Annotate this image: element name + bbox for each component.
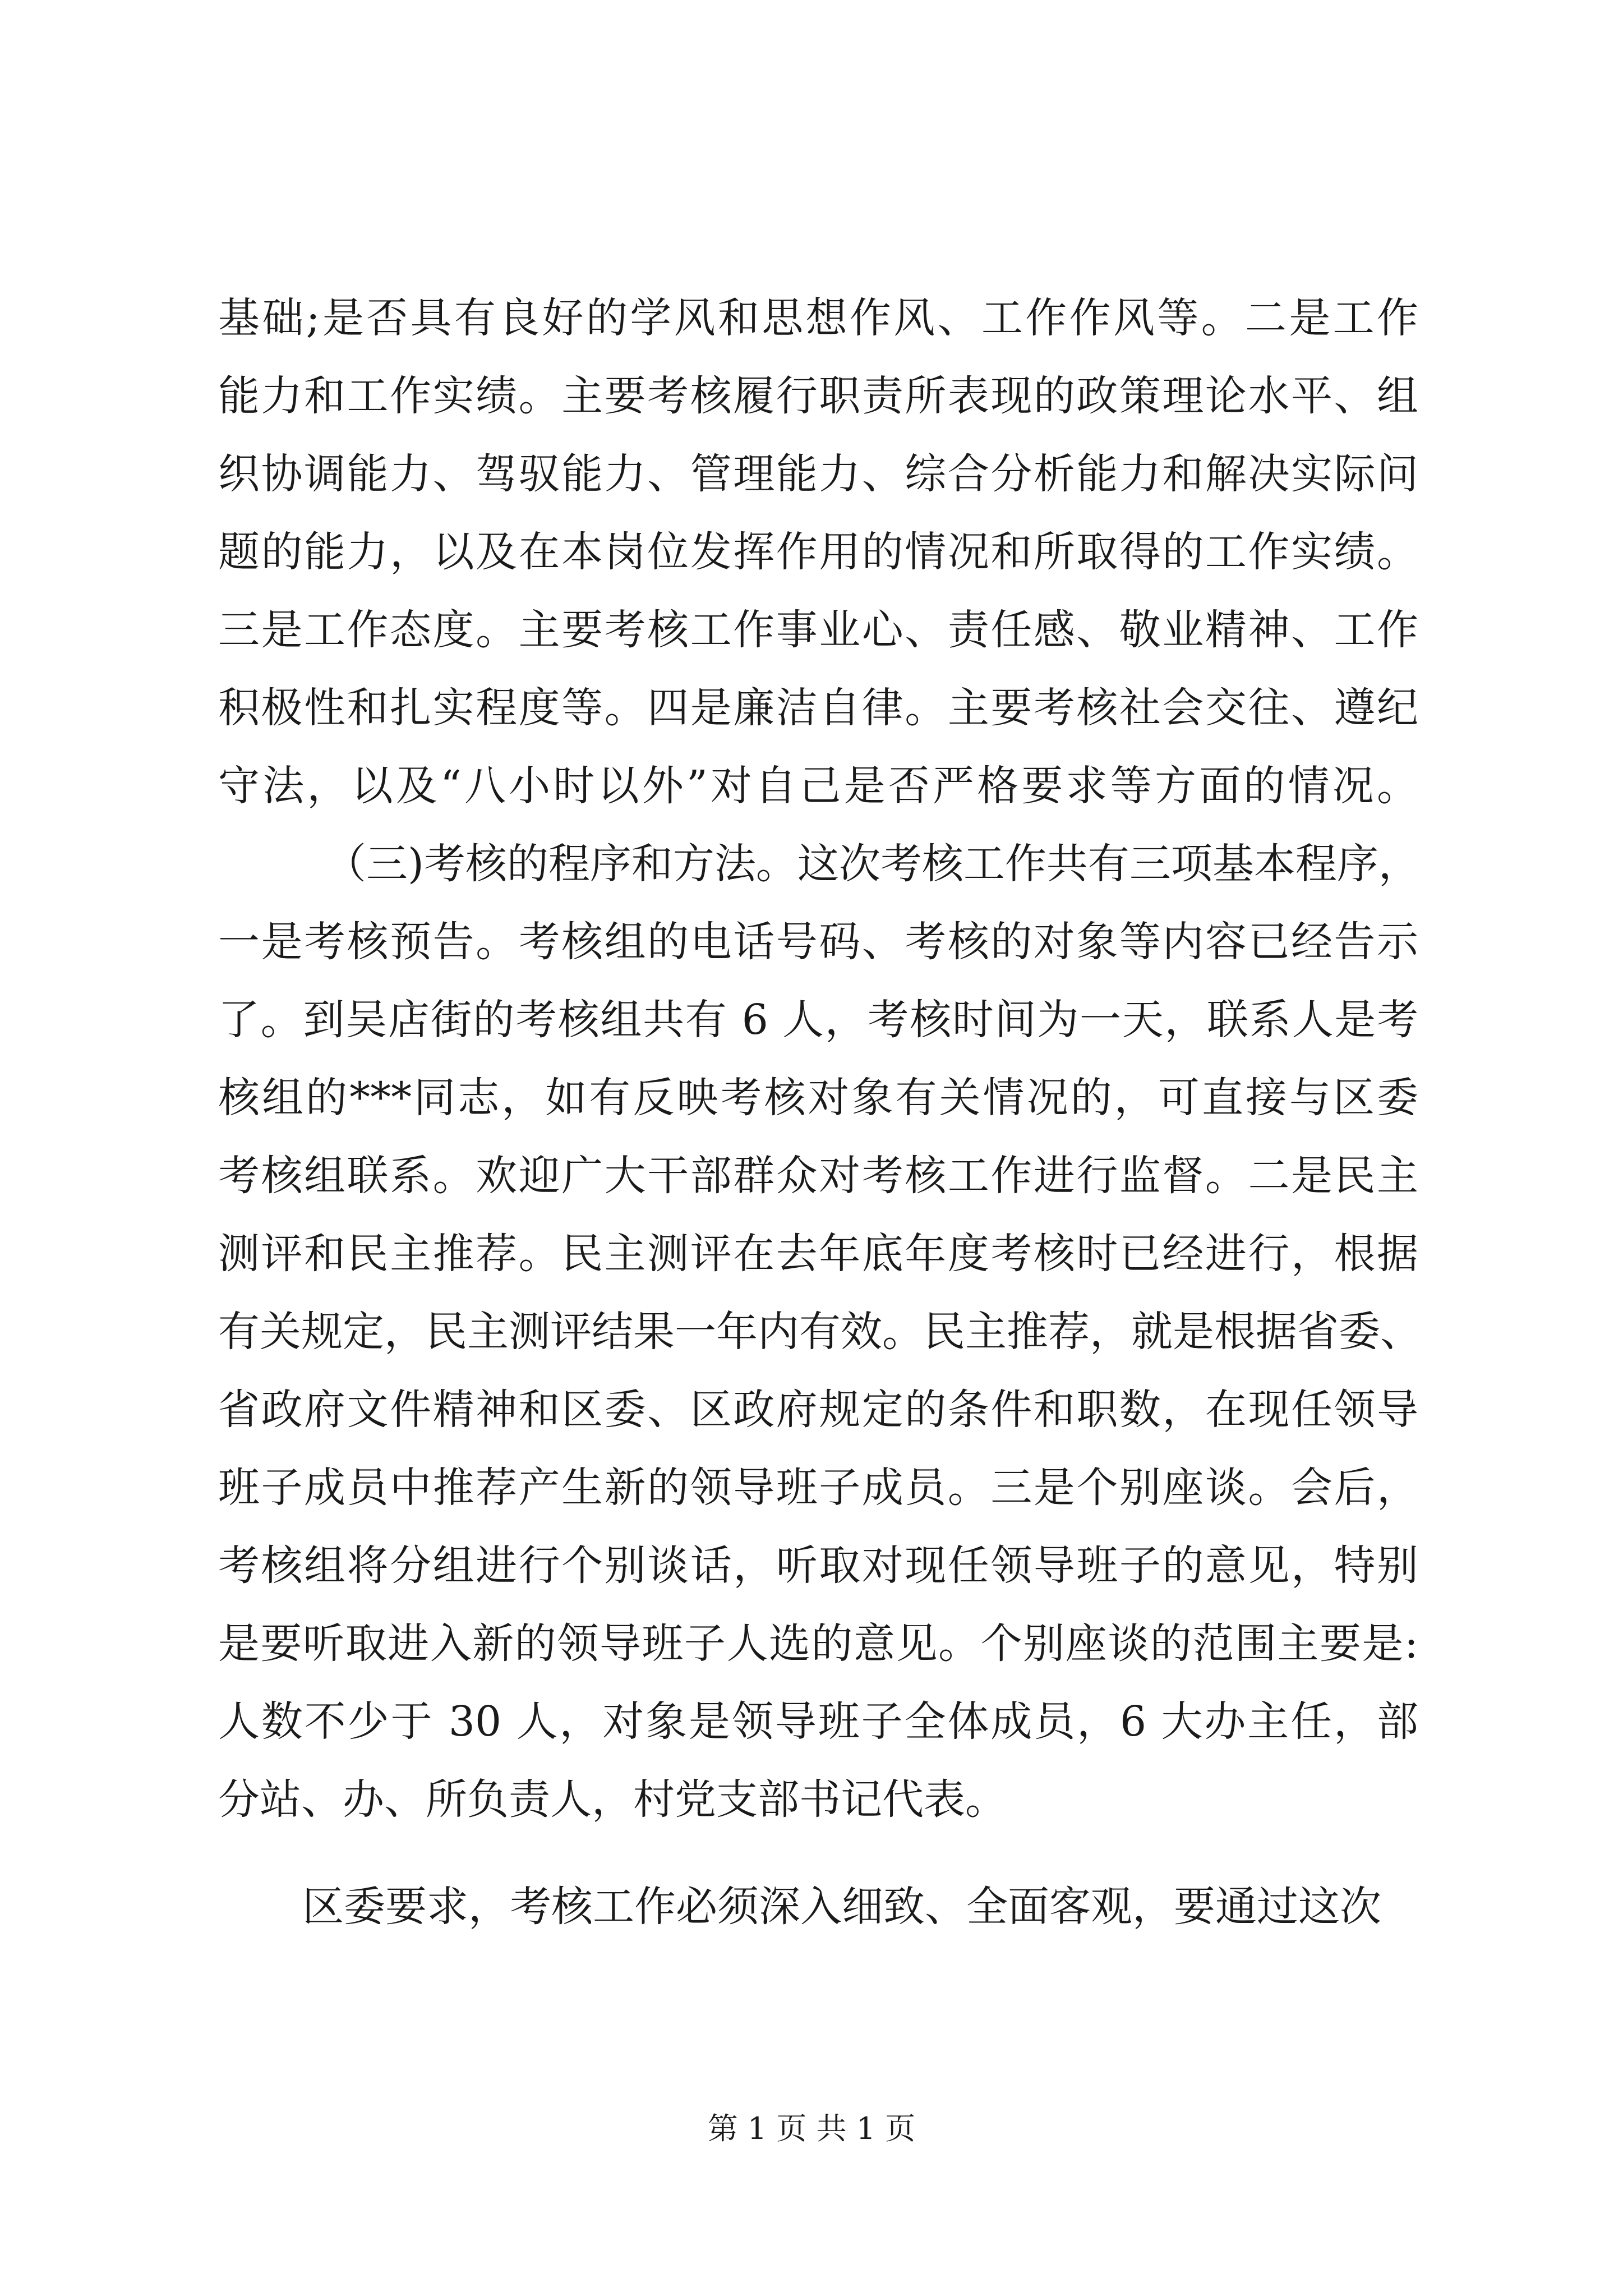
text-line: 是要听取进入新的领导班子人选的意见。个别座谈的范围主要是: <box>218 1619 1418 1668</box>
text-line: 守法，以及“八小时以外”对自己是否严格要求等方面的情况。 <box>218 762 1418 810</box>
text-line: 核组的***同志，如有反映考核对象有关情况的，可直接与区委 <box>218 1074 1418 1122</box>
text-line: 班子成员中推荐产生新的领导班子成员。三是个别座谈。会后， <box>218 1464 1418 1512</box>
text-line: 分站、办、所负责人，村党支部书记代表。 <box>218 1775 1007 1824</box>
text-line: 人数不少于 30 人，对象是领导班子全体成员，6 大办主任，部 <box>218 1697 1418 1746</box>
text-line: 题的能力，以及在本岗位发挥作用的情况和所取得的工作实绩。 <box>218 528 1418 576</box>
paragraph-start-line: 区委要求，考核工作必须深入细致、全面客观，要通过这次 <box>302 1883 1381 1931</box>
page-number-footer: 第 1 页 共 1 页 <box>707 2111 916 2146</box>
text-line: 测评和民主推荐。民主测评在去年底年度考核时已经进行，根据 <box>218 1230 1418 1278</box>
text-line: 有关规定，民主测评结果一年内有效。民主推荐，就是根据省委、 <box>218 1308 1422 1356</box>
text-line: 能力和工作实绩。主要考核履行职责所表现的政策理论水平、组 <box>218 372 1418 420</box>
text-line: 考核组将分组进行个别谈话，听取对现任领导班子的意见，特别 <box>218 1542 1418 1590</box>
section-heading-line: （三)考核的程序和方法。这次考核工作共有三项基本程序， <box>325 840 1420 888</box>
text-line: 基础;是否具有良好的学风和思想作风、工作作风等。二是工作 <box>218 294 1418 342</box>
text-line: 考核组联系。欢迎广大干部群众对考核工作进行监督。二是民主 <box>218 1152 1418 1200</box>
text-line: 织协调能力、驾驭能力、管理能力、综合分析能力和解决实际问 <box>218 450 1418 498</box>
text-line: 了。到吴店街的考核组共有 6 人，考核时间为一天，联系人是考 <box>218 996 1418 1044</box>
paragraph-gap <box>218 1851 1418 1880</box>
document-body <box>218 292 1422 1958</box>
text-line: 三是工作态度。主要考核工作事业心、责任感、敬业精神、工作 <box>218 606 1418 654</box>
text-line: 一是考核预告。考核组的电话号码、考核的对象等内容已经告示 <box>218 918 1418 966</box>
text-line: 积极性和扎实程度等。四是廉洁自律。主要考核社会交往、遵纪 <box>218 684 1418 732</box>
text-line: 省政府文件精神和区委、区政府规定的条件和职数，在现任领导 <box>218 1386 1418 1434</box>
